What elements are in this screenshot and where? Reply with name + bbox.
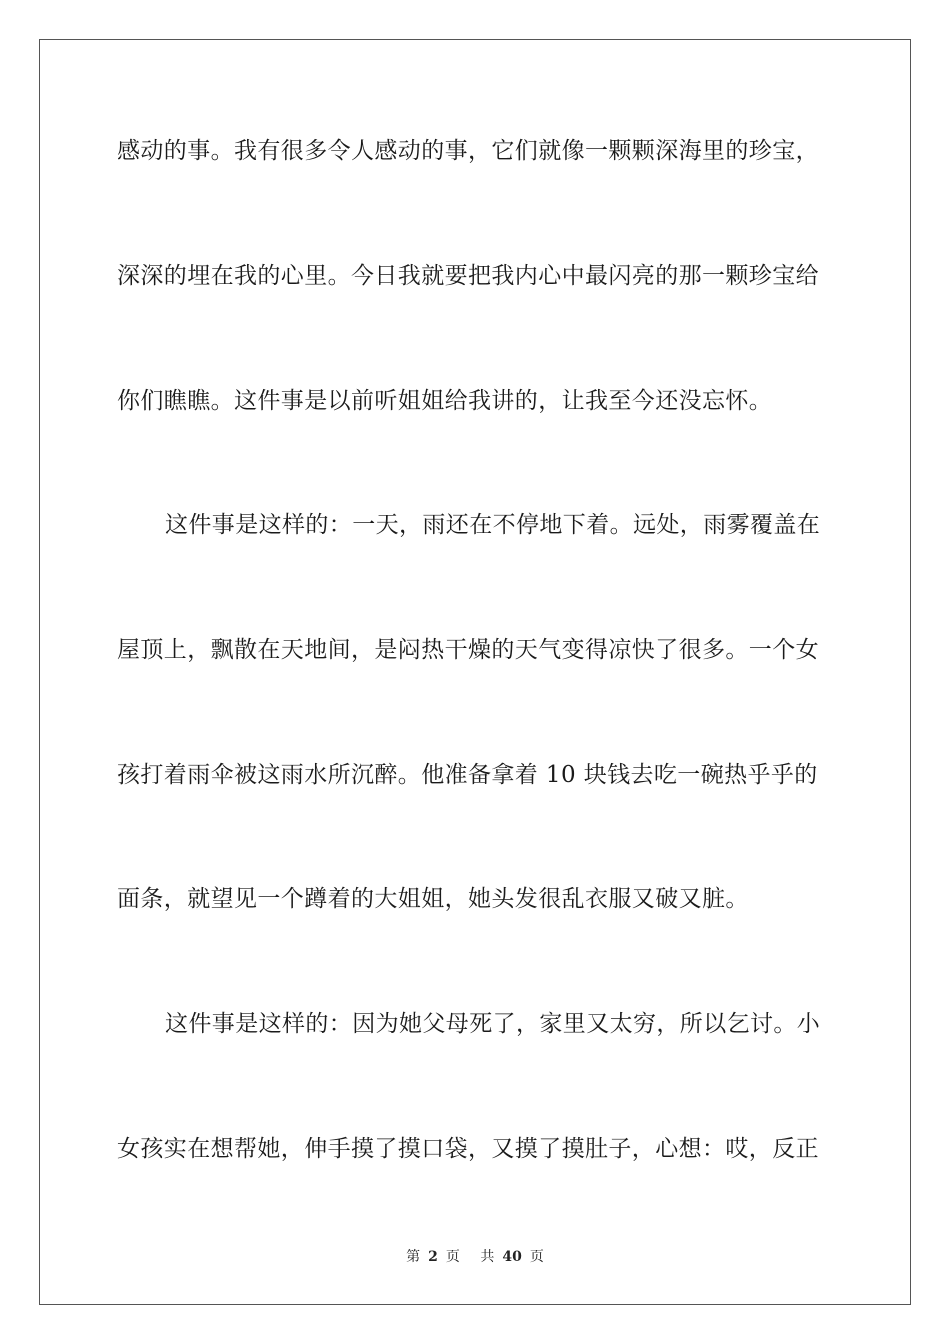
page-footer [0,1246,950,1266]
page-current: 2 [428,1249,438,1265]
page-prefix: 第 [406,1249,421,1265]
text-line: 感动的事。我有很多令人感动的事，它们就像一颗颗深海里的珍宝， [117,138,819,164]
text-line: 深深的埋在我的心里。今日我就要把我内心中最闪亮的那一颗珍宝给 [117,263,819,289]
page-indicator [402,1249,464,1265]
page-border [39,39,911,1305]
page-total: 40 [502,1249,522,1265]
page-suffix: 页 [445,1249,460,1265]
text-line: 面条，就望见一个蹲着的大姐姐，她头发很乱衣服又破又脏。 [117,886,749,912]
text-line: 孩打着雨伞被这雨水所沉醉。他准备拿着 10 块钱去吃一碗热乎乎的 [117,762,818,788]
text-line: 你们瞧瞧。这件事是以前听姐姐给我讲的，让我至今还没忘怀。 [117,388,773,414]
text-line: 女孩实在想帮她，伸手摸了摸口袋，又摸了摸肚子，心想：哎，反正 [117,1136,819,1162]
total-prefix: 共 [480,1249,495,1265]
total-suffix: 页 [529,1249,544,1265]
page-total-indicator [476,1249,547,1265]
text-line: 屋顶上，飘散在天地间，是闷热干燥的天气变得凉快了很多。一个女 [117,637,819,663]
paragraph-first-line: 这件事是这样的：一天，雨还在不停地下着。远处，雨雾覆盖在 [165,512,821,538]
paragraph-first-line: 这件事是这样的：因为她父母死了，家里又太穷，所以乞讨。小 [165,1011,821,1037]
